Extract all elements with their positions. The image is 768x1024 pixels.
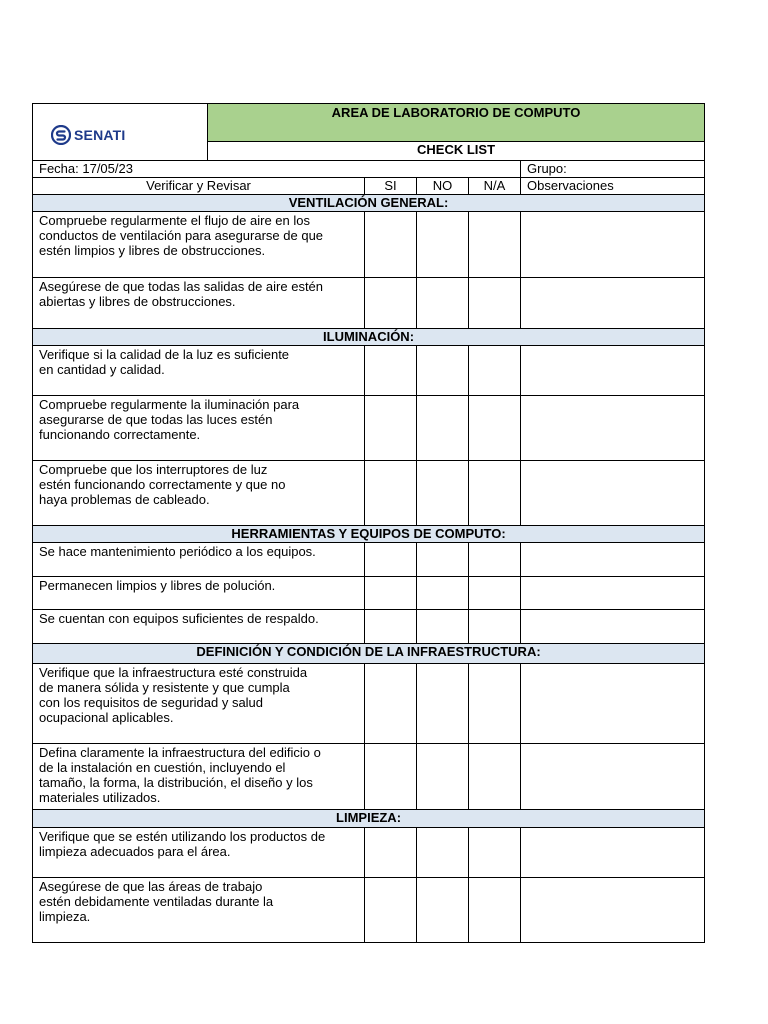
check-item-text: Se cuentan con equipos suficientes de respaldo. <box>33 610 365 644</box>
senati-logo <box>51 125 207 145</box>
na-cell[interactable] <box>469 878 521 943</box>
no-cell[interactable] <box>417 878 469 943</box>
check-item-text: Compruebe regularmente el flujo de aire en los conductos de ventilación para asegurarse de que estén limpios y libres de obstrucciones. <box>33 212 365 278</box>
checklist-table <box>32 103 705 943</box>
no-cell[interactable] <box>417 212 469 278</box>
observaciones-cell[interactable] <box>521 744 705 810</box>
section-header <box>33 329 705 346</box>
col-si: SI <box>365 178 417 195</box>
table-row <box>33 461 705 526</box>
si-cell[interactable] <box>365 461 417 526</box>
logo-text: SENATI <box>74 126 126 143</box>
observaciones-cell[interactable] <box>521 212 705 278</box>
si-cell[interactable] <box>365 664 417 744</box>
section-title: ILUMINACIÓN: <box>33 329 705 346</box>
na-cell[interactable] <box>469 828 521 878</box>
na-cell[interactable] <box>469 744 521 810</box>
observaciones-cell[interactable] <box>521 346 705 396</box>
check-item-text: Verifique que la infraestructura esté construida de manera sólida y resistente y que cumpla con los requisitos de seguridad y salud ocupacional aplicables. <box>33 664 365 744</box>
observaciones-cell[interactable] <box>521 278 705 329</box>
table-row <box>33 577 705 610</box>
check-item-text: Verifique si la calidad de la luz es suficiente en cantidad y calidad. <box>33 346 365 396</box>
checklist-label: CHECK LIST <box>208 141 705 160</box>
na-cell[interactable] <box>469 610 521 644</box>
check-item-text: Defina claramente la infraestructura del edificio o de la instalación en cuestión, incluyendo el tamaño, la forma, la distribución, el diseño y los materiales utilizados. <box>33 744 365 810</box>
check-item-text: Se hace mantenimiento periódico a los equipos. <box>33 543 365 577</box>
check-item-text: Compruebe regularmente la iluminación para asegurarse de que todas las luces estén funcionando correctamente. <box>33 396 365 461</box>
no-cell[interactable] <box>417 664 469 744</box>
observaciones-cell[interactable] <box>521 610 705 644</box>
section-header <box>33 526 705 543</box>
grupo-field: Grupo: <box>521 161 705 178</box>
section-title: LIMPIEZA: <box>33 810 705 828</box>
si-cell[interactable] <box>365 346 417 396</box>
observaciones-cell[interactable] <box>521 878 705 943</box>
col-no: NO <box>417 178 469 195</box>
section-title: DEFINICIÓN Y CONDICIÓN DE LA INFRAESTRUCTURA: <box>33 644 705 664</box>
col-na: N/A <box>469 178 521 195</box>
check-item-text: Compruebe que los interruptores de luz estén funcionando correctamente y que no haya problemas de cableado. <box>33 461 365 526</box>
na-cell[interactable] <box>469 396 521 461</box>
si-cell[interactable] <box>365 878 417 943</box>
no-cell[interactable] <box>417 744 469 810</box>
table-row <box>33 610 705 644</box>
no-cell[interactable] <box>417 543 469 577</box>
no-cell[interactable] <box>417 828 469 878</box>
observaciones-cell[interactable] <box>521 664 705 744</box>
na-cell[interactable] <box>469 278 521 329</box>
no-cell[interactable] <box>417 278 469 329</box>
si-cell[interactable] <box>365 828 417 878</box>
no-cell[interactable] <box>417 610 469 644</box>
si-cell[interactable] <box>365 610 417 644</box>
observaciones-cell[interactable] <box>521 828 705 878</box>
no-cell[interactable] <box>417 461 469 526</box>
logo-cell <box>33 104 208 161</box>
na-cell[interactable] <box>469 461 521 526</box>
check-item-text: Verifique que se estén utilizando los productos de limpieza adecuados para el área. <box>33 828 365 878</box>
si-cell[interactable] <box>365 577 417 610</box>
no-cell[interactable] <box>417 396 469 461</box>
check-item-text: Asegúrese de que todas las salidas de aire estén abiertas y libres de obstrucciones. <box>33 278 365 329</box>
observaciones-cell[interactable] <box>521 543 705 577</box>
observaciones-cell[interactable] <box>521 577 705 610</box>
section-title: HERRAMIENTAS Y EQUIPOS DE COMPUTO: <box>33 526 705 543</box>
table-row <box>33 878 705 943</box>
col-verificar: Verificar y Revisar <box>33 178 365 195</box>
observaciones-cell[interactable] <box>521 396 705 461</box>
na-cell[interactable] <box>469 212 521 278</box>
si-cell[interactable] <box>365 396 417 461</box>
section-header <box>33 195 705 212</box>
section-header <box>33 644 705 664</box>
table-row <box>33 744 705 810</box>
table-row <box>33 543 705 577</box>
senati-logo-icon <box>51 125 71 145</box>
checklist-sheet <box>32 103 704 943</box>
check-item-text: Permanecen limpios y libres de polución. <box>33 577 365 610</box>
si-cell[interactable] <box>365 744 417 810</box>
table-row <box>33 664 705 744</box>
table-row <box>33 212 705 278</box>
na-cell[interactable] <box>469 664 521 744</box>
check-item-text: Asegúrese de que las áreas de trabajo estén debidamente ventiladas durante la limpieza. <box>33 878 365 943</box>
na-cell[interactable] <box>469 577 521 610</box>
si-cell[interactable] <box>365 212 417 278</box>
table-row <box>33 396 705 461</box>
no-cell[interactable] <box>417 346 469 396</box>
observaciones-cell[interactable] <box>521 461 705 526</box>
si-cell[interactable] <box>365 278 417 329</box>
section-header <box>33 810 705 828</box>
si-cell[interactable] <box>365 543 417 577</box>
na-cell[interactable] <box>469 543 521 577</box>
page-title: AREA DE LABORATORIO DE COMPUTO <box>208 104 705 142</box>
table-row <box>33 828 705 878</box>
no-cell[interactable] <box>417 577 469 610</box>
na-cell[interactable] <box>469 346 521 396</box>
col-observaciones: Observaciones <box>521 178 705 195</box>
section-title: VENTILACIÓN GENERAL: <box>33 195 705 212</box>
fecha-field: Fecha: 17/05/23 <box>33 161 521 178</box>
table-row <box>33 278 705 329</box>
table-row <box>33 346 705 396</box>
